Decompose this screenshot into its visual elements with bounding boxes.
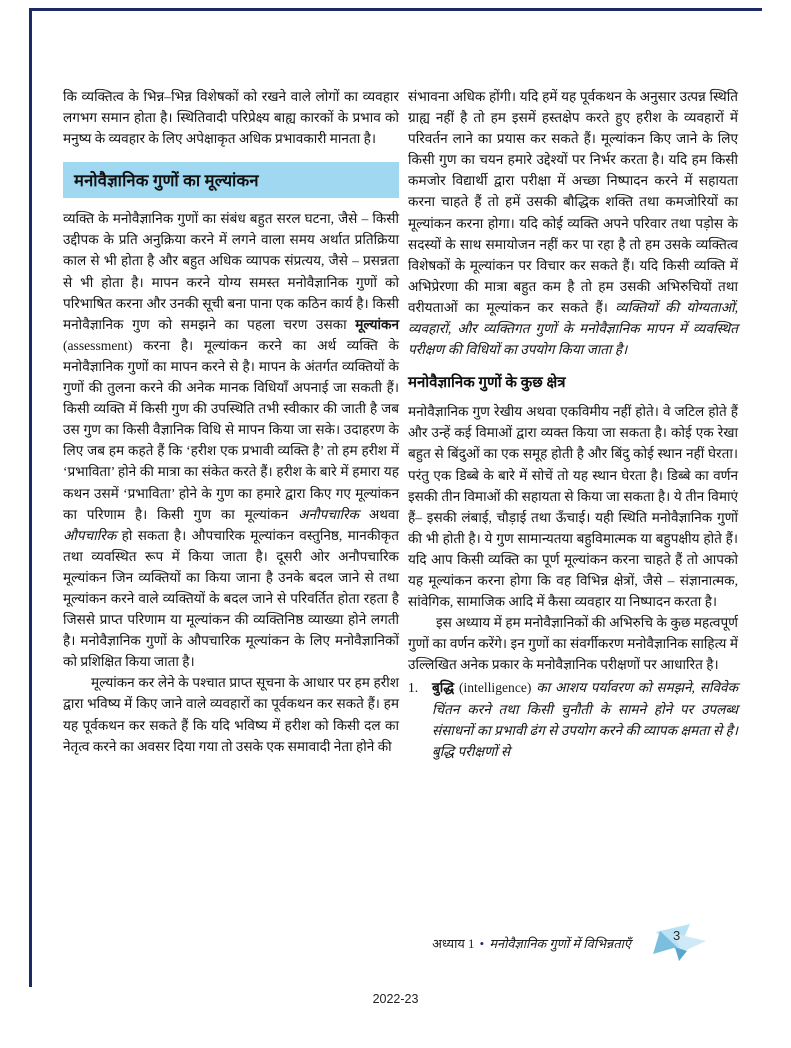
dimensions-paragraph: मनोवैज्ञानिक गुण रेखीय अथवा एकविमीय नहीं होते। वे जटिल होते हैं और उन्हें कई विमाओं द्वारा व्यक्त किया जा सकता है। कोई एक रेखा बहुत से बिंदुओं का एक समूह होती है और बिंदु कोई स्थान नहीं घेरता। परंतु एक डिब्बे के बारे में सोचें तो यह स्थान घेरता है। डिब्बे का वर्णन इसकी तीन विमाओं की सहायता से किया जा सकता है। ये तीन विमाएं हैं– इसकी लंबाई, चौड़ाई तथा ऊँचाई। यही स्थिति मनोवैज्ञानिक गुणों की भी होती है। ये गुण सामान्यतया बहुविमात्मक या बहुपक्षीय होते हैं। यदि आप किसी व्यक्ति का पूर्ण मूल्यांकन करना चाहते हैं तो आपको यह मूल्यांकन करना होगा कि वह विभिन्न क्षेत्रों, जैसे – संज्ञानात्मक, सांवेगिक, सामाजिक आदि में कैसा व्यवहार या निष्पादन करता है।	[408, 404, 738, 610]
informal-term: अनौपचारिक	[298, 506, 360, 522]
assessment-bold-term: मूल्यांकन	[355, 316, 399, 332]
list-item-number: 1.	[408, 680, 419, 696]
numbered-list-item-intelligence	[408, 677, 738, 761]
prediction-paragraph: मूल्यांकन कर लेने के पश्चात प्राप्त सूचना के आधार पर हम हरीश द्वारा भविष्य में किए जाने वाले व्यवहारों का पूर्वकथन कर सकते हैं। हम यह पूर्वकथन कर सकते हैं कि यदि भविष्य में हरीश को किसी दल का नेतृत्व करने का अवसर दिया गया तो उसके एक समावादी नेता होने की	[63, 675, 399, 754]
chapter-title-label: मनोवैज्ञानिक गुणों में विभिन्नताएँ	[489, 937, 631, 951]
page-number: 3	[673, 928, 681, 943]
page-number-marker	[649, 921, 707, 965]
continuation-text-segment: संभावना अधिक होंगी। यदि हमें यह पूर्वकथन के अनुसार उत्पन्न स्थिति ग्राह्य नहीं है तो हम इसमें हस्तक्षेप करते हुए हरीश के व्यवहारों में परिवर्तन लाने का प्रयास कर सकते हैं। मूल्यांकन किए जाने के लिए किसी गुण का चयन हमारे उद्देश्यों पर निर्भर करता है। यदि हम किसी कमजोर विद्यार्थी द्वारा परीक्षा में अच्छा निष्पादन करने में सहायता करना चाहते हैं तो हमें उसकी बौद्धिक शक्ति तथा कमजोरियों का मूल्यांकन करना होगा। यदि कोई व्यक्ति अपने परिवार तथा पड़ोस के सदस्यों के साथ समायोजन नहीं कर पा रहा है तो हम उसके व्यक्तित्व विशेषकों के मूल्यांकन पर विचार कर सकते हैं। यदि किसी व्यक्ति में अभिप्रेरणा की मात्रा बहुत कम है तो हम उसकी अभिरुचियों तथा वरीयताओं का मूल्यांकन कर सकते हैं।	[408, 89, 738, 315]
right-column	[408, 86, 738, 762]
list-item-text	[432, 677, 738, 761]
assessment-text-segment: हो सकता है। औपचारिक मूल्यांकन वस्तुनिष्ठ, मानकीकृत तथा व्यवस्थित रूप में किया जाता है। दूसरी ओर अनौपचारिक मूल्यांकन जिन व्यक्तियों का किया जाना है उनके बदल जाने से तथा मूल्यांकन करने वाले व्यक्तियों के बदल जाने से परिवर्तित होता रहता है जिससे प्राप्त परिणाम या मूल्यांकन की व्यक्तिनिष्ठ व्याख्या होने लगती है। मनोवैज्ञानिक गुणों के औपचारिक मूल्यांकन के लिए मनोवैज्ञानिकों को प्रशिक्षित किया जाता है।	[63, 527, 399, 670]
assessment-text-segment: व्यक्ति के मनोवैज्ञानिक गुणों का संबंध बहुत सरल घटना, जैसे – किसी उद्दीपक के प्रति अनुक्रिया करने में लगने वाला समय अर्थात प्रतिक्रिया काल से भी होता है और बहुत अधिक व्यापक संप्रत्यय, जैसे – प्रसन्नता से भी होता है। मापन करने योग्य समस्त मनोवैज्ञानिक गुणों को परिभाषित करना और उनकी सूची बना पाना एक कठिन कार्य है। किसी मनोवैज्ञानिक गुण को समझने का पहला चरण उसका	[63, 211, 399, 332]
page-footer	[432, 921, 707, 965]
intro-paragraph: कि व्यक्तित्व के भिन्न–भिन्न विशेषकों को रखने वाले लोगों का व्यवहार लगभग समान होता है। स्थितिवादी परिप्रेक्ष्य बाह्य कारकों के प्रभाव को मनुष्य के व्यवहार के लिए अपेक्षाकृत अधिक प्रभावकारी मानता है।	[63, 89, 399, 147]
two-column-text-area	[63, 86, 738, 762]
formal-term: औपचारिक	[63, 527, 117, 543]
chapter-overview-paragraph: इस अध्याय में हम मनोवैज्ञानिकों की अभिरुचि के कुछ महत्वपूर्ण गुणों का वर्णन करेंगे। इन गुणों का संवर्गीकरण मनोवैज्ञानिक साहित्य में उल्लिखित अनेक प्रकार के मनोवैज्ञानिक परीक्षणों पर आधारित है।	[408, 615, 738, 673]
section-heading-box	[63, 162, 399, 198]
intelligence-bold-term: बुद्धि	[432, 680, 455, 696]
continuation-paragraph	[408, 86, 738, 360]
running-footer	[432, 934, 631, 952]
section-heading-domains: मनोवैज्ञानिक गुणों के कुछ क्षेत्र	[408, 375, 566, 392]
assessment-paragraph	[63, 208, 399, 672]
left-column	[63, 86, 399, 762]
intelligence-english-term: (intelligence)	[454, 680, 537, 696]
top-border-rule	[29, 8, 762, 11]
assessment-text-segment: (assessment) करना है। मूल्यांकन करने का अर्थ व्यक्ति के मनोवैज्ञानिक गुणों का मापन करने से है। मापन के अंतर्गत व्यक्तियों के गुणों की तुलना करने की अनेक मानक विधियाँ अपनाई जा सकती हैं। किसी व्यक्ति में किसी गुण की उपस्थिति तभी स्वीकार की जाती है जब उस गुण का किसी वैज्ञानिक विधि से मापन किया जा सके। उदाहरण के लिए जब हम कहते हैं कि ‘हरीश एक प्रभावी व्यक्ति है’ तो हम हरीश में ‘प्रभाविता’ होने की मात्रा का संकेत करते हैं। हरीश के बारे में हमारा यह कथन उसमें ‘प्रभाविता’ होने के गुण का हमारे द्वारा किए गए मूल्यांकन का परिणाम है। किसी गुण का मूल्यांकन	[63, 337, 399, 522]
edition-year-label: 2022-23	[372, 992, 419, 1006]
section-heading-assessment: मनोवैज्ञानिक गुणों का मूल्यांकन	[74, 171, 259, 191]
intelligence-definition: का आशय पर्यावरण को समझने, सविवेक चिंतन करने तथा किसी चुनौती के सामने होने पर उपलब्ध संसाधनों का प्रभावी ढंग से उपयोग करने की व्यापक क्षमता से है। बुद्धि परीक्षणों से	[432, 680, 739, 759]
left-border-rule	[29, 8, 32, 987]
chapter-number-label: अध्याय 1	[432, 937, 475, 951]
assessment-text-segment: अथवा	[359, 506, 399, 522]
measurement-italic-sentence: व्यक्तियों की योग्यताओं, व्यवहारों, और व्यक्तिगत गुणों के मनोवैज्ञानिक मापन में व्यवस्थित परीक्षण की विधियों का उपयोग किया जाता है।	[408, 299, 738, 358]
footer-bullet-icon: •	[479, 937, 485, 951]
